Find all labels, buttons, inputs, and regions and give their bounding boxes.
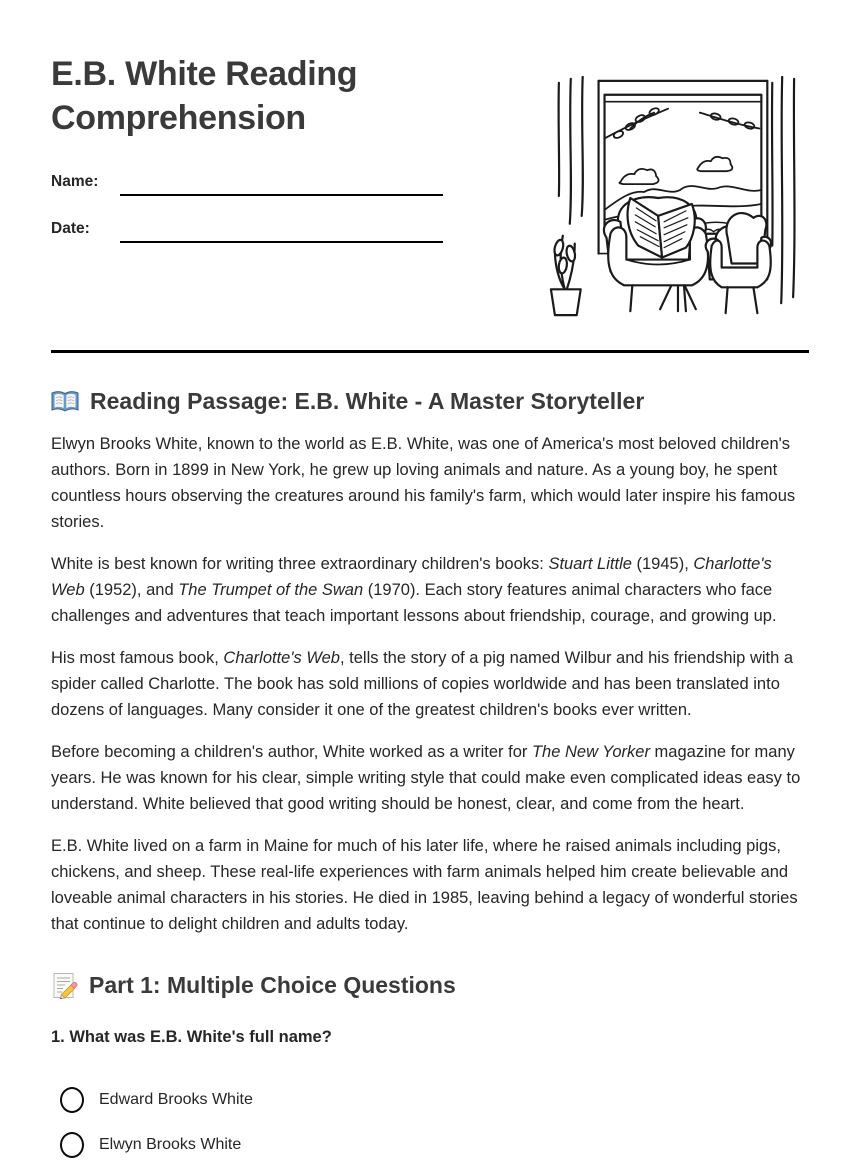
- passage-paragraph: E.B. White lived on a farm in Maine for much of his later life, where he raised animals including pigs, chickens, and sheep. These real-life experiences with farm animals helped him create believable and loveable animal characters in his stories. He died in 1985, leaving behind a legacy of wonderful stories that continue to delight children and adults today.: [51, 837, 798, 933]
- radio-unselected-icon[interactable]: [60, 1132, 84, 1158]
- header: [51, 0, 809, 318]
- option-label: Elwyn Brooks White: [99, 1136, 242, 1153]
- passage-paragraph: Before becoming a children's author, White worked as a writer for The New Yorker magazine for many years. He was known for his clear, simple writing style that could make even complicated ideas easy to understand. White believed that good writing should be honest, clear, and come from the heart.: [51, 743, 801, 813]
- part1-heading: [51, 972, 809, 999]
- option-label: Edward Brooks White: [99, 1091, 253, 1108]
- question-1-options: [51, 1087, 809, 1158]
- reading-passage-section: [51, 388, 809, 937]
- name-field-row: [51, 170, 443, 196]
- section-divider: [51, 350, 809, 353]
- passage-paragraph: White is best known for writing three extraordinary children's books: Stuart Little (1945), Charlotte's Web (1952), and The Trumpet of the Swan (1970). Each story features animal characters who face challenges and adventures that teach important lessons about friendship, courage, and growing up.: [51, 555, 777, 625]
- date-field-row: [51, 217, 443, 243]
- date-label: Date:: [51, 220, 90, 237]
- header-illustration-wrap: [541, 76, 809, 318]
- name-label: Name:: [51, 173, 99, 190]
- passage-paragraphs: [51, 431, 809, 937]
- part1-section: [51, 972, 809, 1158]
- part1-heading-text: Part 1: Multiple Choice Questions: [89, 972, 456, 998]
- option-edward-brooks-white[interactable]: [60, 1087, 809, 1113]
- question-1-label: 1. What was E.B. White's full name?: [51, 1028, 332, 1046]
- header-left: [51, 52, 443, 318]
- passage-heading: [51, 388, 809, 415]
- passage-paragraph: Elwyn Brooks White, known to the world as E.B. White, was one of America's most beloved children's authors. Born in 1899 in New York, he grew up loving animals and nature. As a young boy, he spent countless hours observing the creatures around his family's farm, which would later inspire his famous stories.: [51, 435, 796, 531]
- page-title: E.B. White Reading Comprehension: [51, 55, 358, 137]
- reading-nook-illustration: [541, 76, 809, 318]
- passage-heading-text: Reading Passage: E.B. White - A Master Storyteller: [90, 388, 645, 414]
- option-elwyn-brooks-white[interactable]: [60, 1132, 809, 1158]
- memo-icon: [51, 972, 78, 999]
- date-input-line[interactable]: [120, 217, 443, 243]
- passage-paragraph: His most famous book, Charlotte's Web, tells the story of a pig named Wilbur and his friendship with a spider called Charlotte. The book has sold millions of copies worldwide and has been translated into dozens of languages. Many consider it one of the greatest children's books ever written.: [51, 649, 794, 719]
- radio-unselected-icon[interactable]: [60, 1087, 84, 1113]
- open-book-icon: [51, 389, 79, 415]
- name-input-line[interactable]: [120, 170, 443, 196]
